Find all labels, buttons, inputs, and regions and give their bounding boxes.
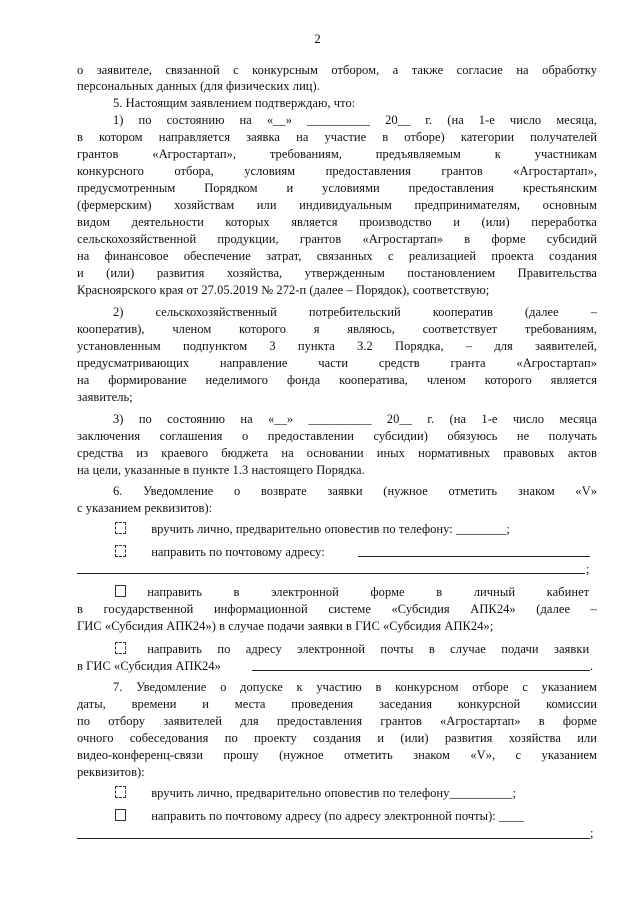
text-line: 3) по состоянию на «__» __________ 20__ г. (на 1-е число месяца [113,412,597,426]
checkbox-icon[interactable] [115,522,126,534]
option-notice-by-mail[interactable] [115,808,597,824]
option-label: направить в электронной форме в личный кабинет [147,585,590,599]
address-blank[interactable] [358,556,590,557]
text-line: установленным подпунктом 3 пункта 3.2 Порядка, – для заявителей, [77,339,597,353]
text-line: средства из краевого бюджета на основании иных нормативных правовых актов [77,446,597,460]
text-line: грантов «Агростартап», требованиям, предъявляемым к участникам [77,147,597,161]
checkbox-icon[interactable] [115,786,126,798]
option-return-in-person[interactable] [115,521,597,537]
option-label: направить по почтовому адресу (по адресу электронной почты): ____ [151,809,525,823]
checkbox-icon[interactable] [115,585,126,597]
text-line: реквизитов): [77,765,145,779]
text-line: предусмотренным Порядком и условиями предоставления крестьянским [77,181,597,195]
text-line: заявитель; [77,390,133,404]
checkbox-icon[interactable] [115,545,126,557]
option-return-electronic[interactable] [115,584,597,600]
address-blank[interactable] [77,838,590,839]
text-line: кооператив), членом которого я являюсь, соответствует требованиям, [77,322,597,336]
address-blank[interactable] [77,573,585,574]
option-label: вручить лично, предварительно оповестив по телефону: ________; [151,522,510,536]
text-line: на цели, указанные в пункте 1.3 настоящего Порядка. [77,463,365,477]
text-line: ГИС «Субсидия АПК24») в случае подачи заявки в ГИС «Субсидия АПК24»; [77,619,494,633]
option-label: направить по адресу электронной почты в случае подачи заявки [147,642,590,656]
text-line: ; [586,562,590,576]
text-line: заключения соглашения о предоставлении субсидии) обязуюсь не получать [77,429,597,443]
checkbox-icon[interactable] [115,809,126,821]
option-notice-in-person[interactable] [115,785,597,801]
text-line: очного собеседования по проекту создания и (или) развития хозяйства или [77,731,597,745]
text-line: видео-конференц-связи прошу (нужное отметить знаком «V», с указанием [77,748,597,762]
text-line: ; [590,826,594,840]
text-line: в котором направляется заявка на участие в отборе) категории получателей [77,130,597,144]
text-line: с указанием реквизитов): [77,501,213,515]
text-line: 1) по состоянию на «__» __________ 20__ г. (на 1-е число месяца, [113,113,597,127]
section-5-heading: 5. Настоящим заявлением подтверждаю, что: [113,96,356,110]
text-line: и (или) развития хозяйства, утвержденным постановлением Правительства [77,266,597,280]
text-line: по отбору заявителей для предоставления грантов «Агростартап» в форме [77,714,597,728]
text-line: . [590,659,594,673]
text-line: видом деятельности которых является производство и (или) переработка [77,215,597,229]
text-line: конкурсного отбора, условиям предоставления грантов «Агростартап», [77,164,597,178]
text-line: сельскохозяйственной продукции, грантов «Агростартап» в форме субсидий [77,232,597,246]
text-line: предусматривающих направление части средств гранта «Агростартап» [77,356,597,370]
text-line: Красноярского края от 27.05.2019 № 272-п (далее – Порядок), соответствую; [77,283,490,297]
page-number: 2 [314,31,321,46]
option-label: направить по почтовому адресу: [151,545,325,559]
text-line: в ГИС «Субсидия АПК24» [77,659,221,673]
option-return-email[interactable] [115,641,597,657]
section-7-heading: 7. Уведомление о допуске к участию в конкурсном отборе с указанием [113,680,597,694]
text-line: на формирование неделимого фонда кооператива, членом которого является [77,373,597,387]
checkbox-icon[interactable] [115,642,126,654]
text-line: в государственной информационной системе «Субсидия АПК24» (далее – [77,602,597,616]
text-line: (фермерским) хозяйствам или индивидуальным предпринимателям, основным [77,198,597,212]
text-line: на финансовое обеспечение затрат, связанных с реализацией проекта создания [77,249,597,263]
option-label: вручить лично, предварительно оповестив по телефону__________; [151,786,516,800]
text-line: 2) сельскохозяйственный потребительский кооператив (далее – [113,305,597,319]
section-6-heading: 6. Уведомление о возврате заявки (нужное отметить знаком «V» [113,484,597,498]
option-return-by-mail[interactable] [115,544,597,560]
text-line: даты, времени и места проведения заседания конкурсной комиссии [77,697,597,711]
email-blank[interactable] [252,670,590,671]
text-line: о заявителе, связанной с конкурсным отбором, а также согласие на обработку [77,63,597,77]
text-line: персональных данных (для физических лиц). [77,79,320,93]
